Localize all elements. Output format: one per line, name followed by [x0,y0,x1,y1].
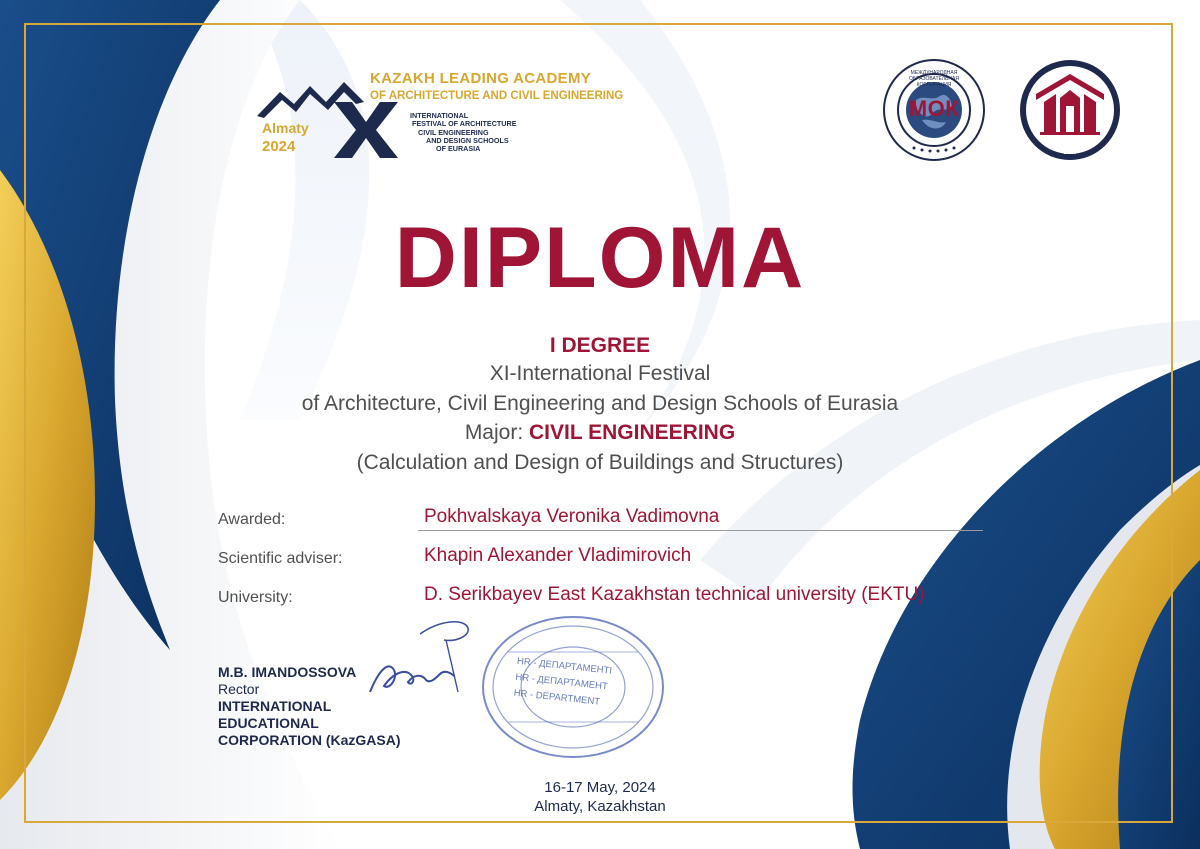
university-value: D. Serikbayev East Kazakhstan technical university (EKTU) [424,584,925,605]
academy-logo [252,68,624,160]
major-value: CIVIL ENGINEERING [529,421,736,444]
festival-line: OF EURASIA [436,144,481,154]
major-line [0,421,1200,445]
mok-label: МОК [908,96,960,121]
rector-block [218,664,401,749]
logo-year: 2024 [262,138,296,155]
rector-org-line: CORPORATION (KazGASA) [218,732,401,748]
rector-name: M.B. IMANDOSSOVA [218,664,357,680]
festival-line: AND DESIGN SCHOOLS [426,135,509,145]
awarded-underline [418,530,983,531]
rector-position: Rector [218,681,260,697]
academy-subtitle: OF ARCHITECTURE AND CIVIL ENGINEERING [370,90,624,102]
kazgasa-year: 1980 [1063,150,1077,156]
festival-caption [410,112,516,153]
event-date: 16-17 May, 2024 [544,779,656,796]
stamp-line: HR - ДЕПАРТАМЕНТІ [516,655,613,677]
stamp-line: HR - ДЕПАРТАМЕНТ [514,671,609,693]
mok-seal [882,58,986,162]
kazgasa-seal [1018,58,1122,162]
stamp-line: HR - DEPARTMENT [513,687,601,708]
event-date-place [0,778,1200,816]
festival-line: CIVIL ENGINEERING [418,127,489,137]
adviser-value: Khapin Alexander Vladimirovich [424,545,692,566]
adviser-label: Scientific adviser: [218,550,343,567]
festival-name: XI-International Festival [489,362,711,385]
academy-title: KAZAKH LEADING ACADEMY [370,70,592,87]
festival-line: FESTIVAL OF ARCHITECTURE [412,119,517,129]
festival-schools: of Architecture, Civil Engineering and Design Schools of Eurasia [301,392,899,415]
kazgasa-label: KazGASA [1048,138,1091,148]
university-label: University: [218,589,293,606]
festival-line: INTERNATIONAL [410,111,469,120]
diploma-title: DIPLOMA [394,210,806,306]
rector-org-line: INTERNATIONAL [218,698,332,714]
event-place: Almaty, Kazakhstan [534,798,666,815]
mok-ring-text: МЕЖДУНАРОДНАЯ ОБРАЗОВАТЕЛЬНАЯ КОРПОРАЦИЯ [909,70,959,88]
awarded-label: Awarded: [218,511,286,528]
major-detail: (Calculation and Design of Buildings and Structures) [356,451,844,474]
logo-city: Almaty [262,120,309,136]
awarded-value: Pokhvalskaya Veronika Vadimovna [424,506,720,527]
degree-label: I DEGREE [549,334,651,357]
major-label: Major: [464,421,524,444]
rector-org-line: EDUCATIONAL [218,715,319,731]
